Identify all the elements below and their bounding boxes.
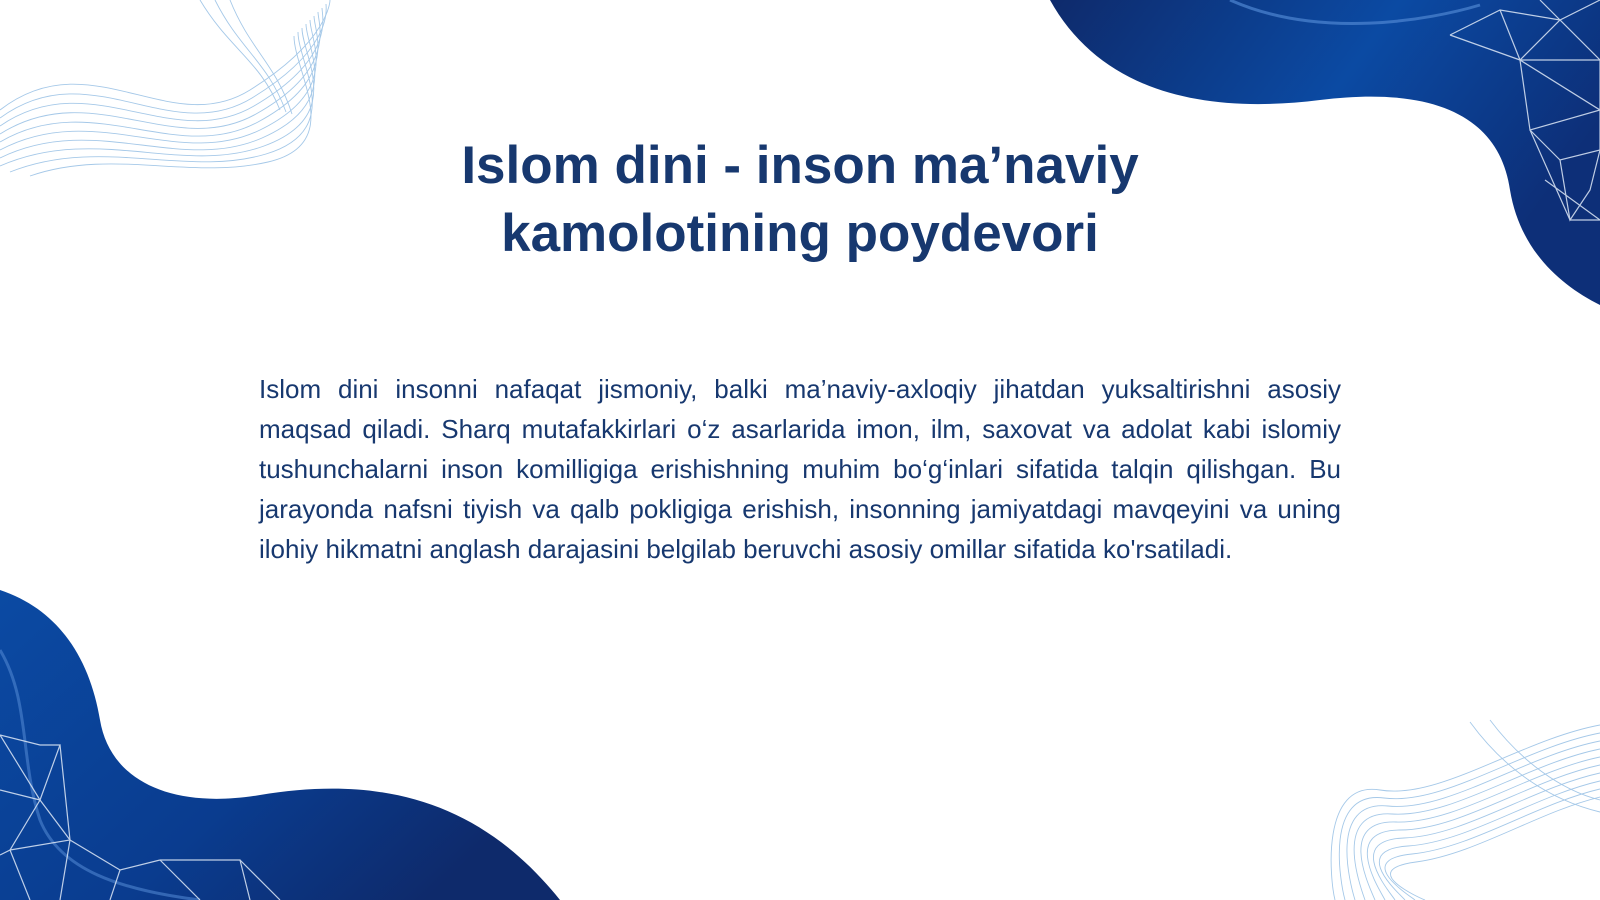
slide-title xyxy=(300,132,1300,268)
slide-title-line-2: kamolotining poydevori xyxy=(501,204,1099,263)
wave-lines-bottom-right-icon xyxy=(1331,720,1600,900)
slide-body-paragraph: Islom dini insonni nafaqat jismoniy, balki ma’naviy-axloqiy jihatdan yuksaltirishni asosiy maqsad qiladi. Sharq mutafakkirlari o‘z asarlarida imon, ilm, saxovat va adolat kabi islomiy tushunchalarni inson komilligiga erishishning muhim bo‘g‘inlari sifatida talqin qilishgan. Bu jarayonda nafsni tiyish va qalb pokligiga erishish, insonning jamiyatdagi mavqeyini va uning ilohiy hikmatni anglash darajasini belgilab beruvchi asosiy omillar sifatida ko'rsatiladi. xyxy=(259,374,1341,564)
wave-lines-top-left-icon xyxy=(0,0,330,176)
slide-title-line-1: Islom dini - inson ma’naviy xyxy=(461,136,1139,195)
blob-bottom-left-icon xyxy=(0,590,560,900)
